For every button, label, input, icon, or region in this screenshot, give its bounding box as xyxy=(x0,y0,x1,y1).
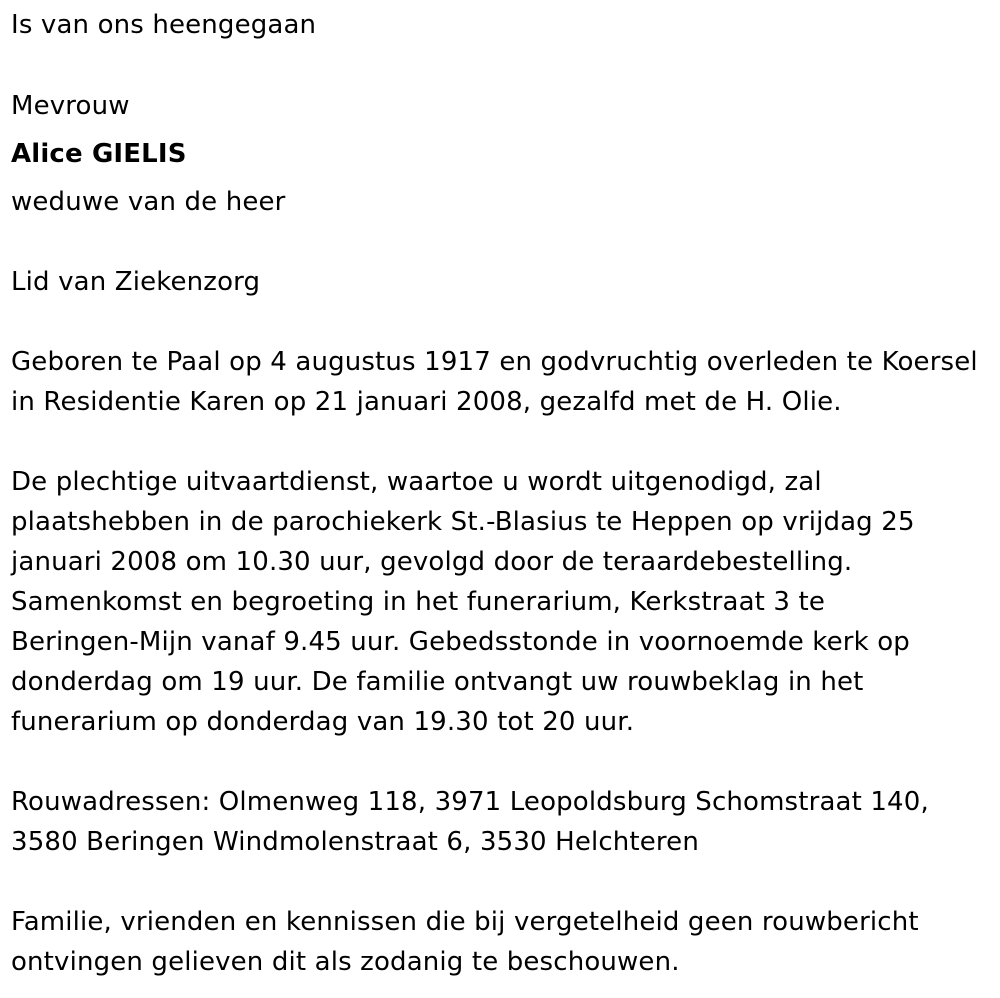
paragraph-line: plaatshebben in de parochiekerk St.-Blasius te Heppen op vrijdag 25 xyxy=(11,507,915,537)
paragraph-line: Geboren te Paal op 4 augustus 1917 en godvruchtig overleden te Koersel xyxy=(11,347,978,377)
membership-line: Lid van Ziekenzorg xyxy=(11,267,261,297)
widow-of-line: weduwe van de heer xyxy=(11,187,286,217)
paragraph-line: funerarium op donderdag van 19.30 tot 20 uur. xyxy=(11,707,635,737)
paragraph-line: Familie, vrienden en kennissen die bij vergetelheid geen rouwbericht xyxy=(11,907,919,937)
paragraph-line: donderdag om 19 uur. De familie ontvangt uw rouwbeklag in het xyxy=(11,667,864,697)
paragraph-line: ontvingen gelieven dit als zodanig te beschouwen. xyxy=(11,947,680,977)
paragraph-line: De plechtige uitvaartdienst, waartoe u wordt uitgenodigd, zal xyxy=(11,467,822,497)
intro-line: Is van ons heengegaan xyxy=(11,10,317,40)
salutation: Mevrouw xyxy=(11,91,130,121)
deceased-name: Alice GIELIS xyxy=(11,139,187,169)
paragraph-line: Rouwadressen: Olmenweg 118, 3971 Leopoldsburg Schomstraat 140, xyxy=(11,787,929,817)
paragraph-line: Samenkomst en begroeting in het funerarium, Kerkstraat 3 te xyxy=(11,587,826,617)
paragraph-line: 3580 Beringen Windmolenstraat 6, 3530 Helchteren xyxy=(11,827,699,857)
paragraph-line: in Residentie Karen op 21 januari 2008, gezalfd met de H. Olie. xyxy=(11,387,842,417)
paragraph-line: Beringen-Mijn vanaf 9.45 uur. Gebedsstonde in voornoemde kerk op xyxy=(11,627,910,657)
paragraph-line: januari 2008 om 10.30 uur, gevolgd door de teraardebestelling. xyxy=(11,547,853,577)
